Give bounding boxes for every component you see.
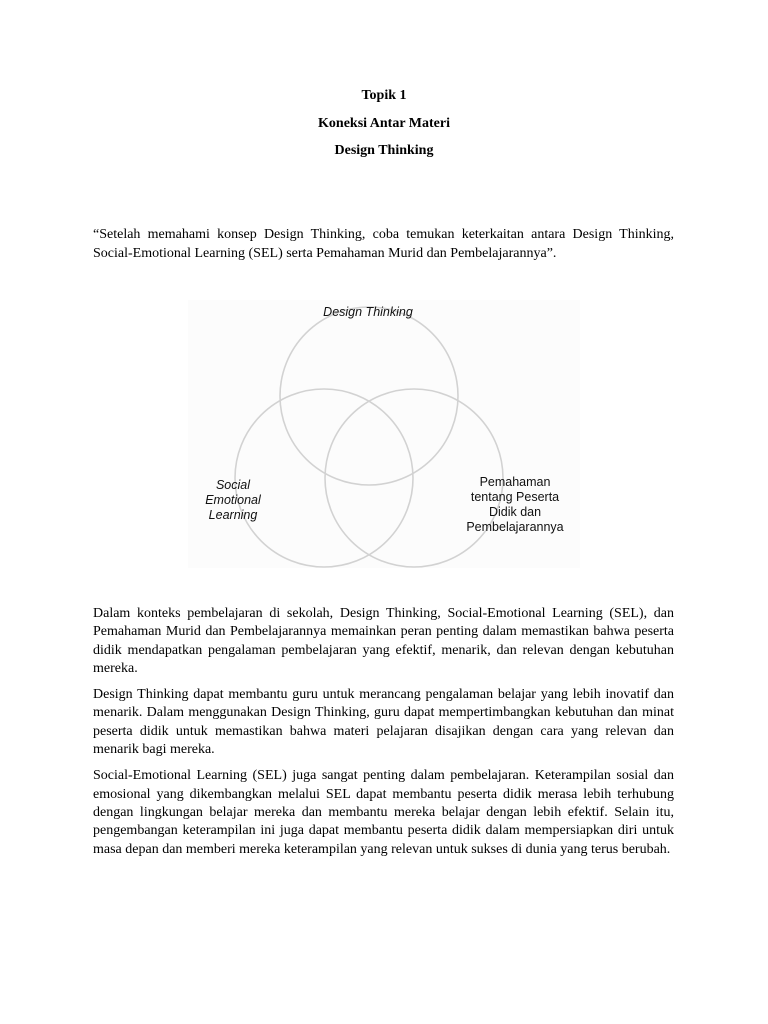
venn-diagram: [188, 300, 580, 568]
topic-number: Topik 1: [361, 88, 407, 103]
sel-label: Social Emotional Learning: [205, 478, 261, 522]
paragraph-sel: Social-Emotional Learning (SEL) juga sangat penting dalam pembelajaran. Keterampilan sosial dan emosional yang dikembangkan melalui SEL dapat membantu peserta didik merasa lebih terhubung dengan lingkungan belajar mereka dan membantu mereka belajar dengan lebih efektif. Selain itu, pengembangan keterampilan ini juga dapat membantu peserta didik dalam mempersiapkan diri untuk masa depan dan memberi mereka keterampilan yang relevan untuk sukses di dunia yang terus berubah.: [93, 768, 674, 857]
page-subtitle: Koneksi Antar Materi: [318, 116, 450, 131]
page-title: Design Thinking: [334, 143, 434, 158]
body-text: [93, 605, 674, 867]
reflection-prompt: “Setelah memahami konsep Design Thinking, coba temukan keterkaitan antara Design Thinking, Social-Emotional Learning (SEL) serta Pemahaman Murid dan Pembelajarannya”.: [93, 227, 674, 261]
design-thinking-label: Design Thinking: [323, 305, 413, 319]
paragraph-context: Dalam konteks pembelajaran di sekolah, Design Thinking, Social-Emotional Learning (SEL), dan Pemahaman Murid dan Pembelajarannya memainkan peran penting dalam memastikan bahwa peserta didik mendapatkan pengalaman pembelajaran yang efektif, menarik, dan relevan dengan kebutuhan mereka.: [93, 606, 674, 676]
design-thinking-circle: [280, 307, 458, 485]
paragraph-design-thinking: Design Thinking dapat membantu guru untuk merancang pengalaman belajar yang lebih inovatif dan menarik. Dalam menggunakan Design Thinking, guru dapat mempertimbangkan kebutuhan dan minat peserta didik untuk memastikan bahwa materi pelajaran disajikan dengan cara yang relevan dan menarik bagi mereka.: [93, 687, 674, 758]
student-understanding-label: Pemahaman tentang Peserta Didik dan Pembelajarannya: [466, 475, 564, 534]
